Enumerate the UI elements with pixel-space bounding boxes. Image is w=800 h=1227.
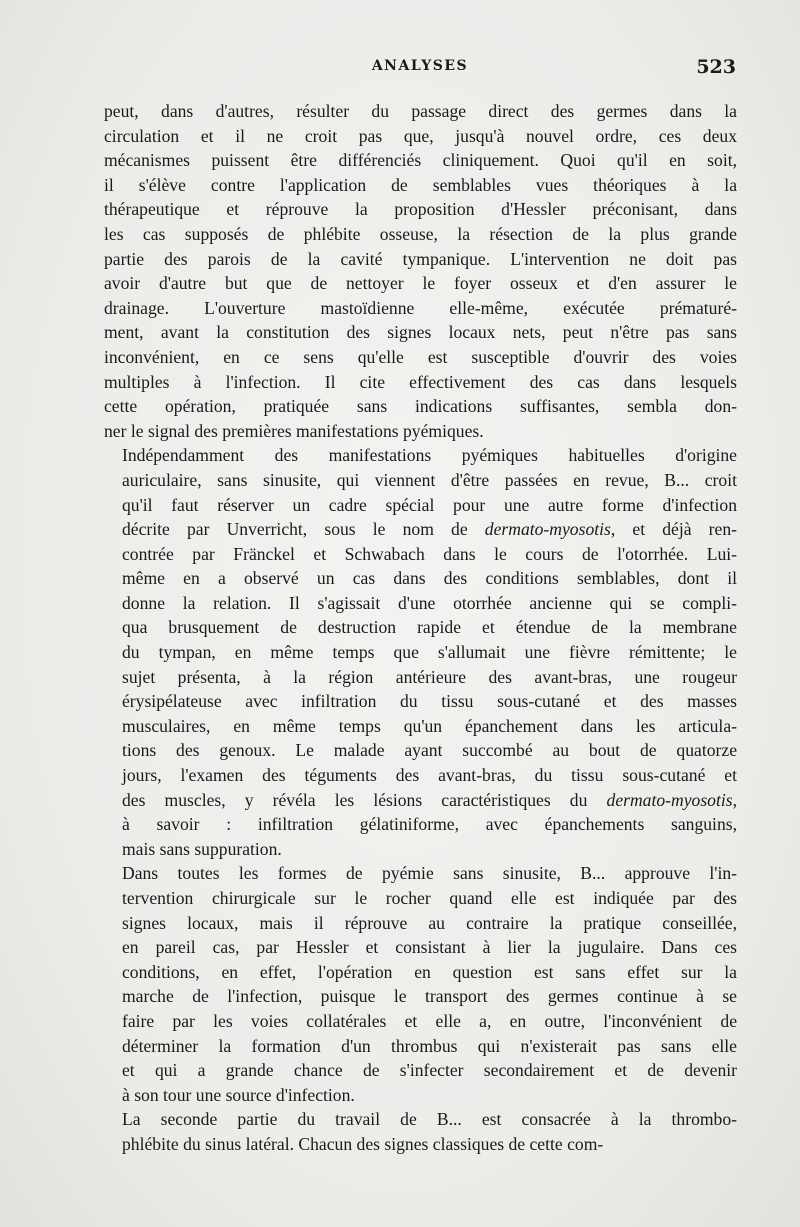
text-line: même en a observé un cas dans des conditions semblables, dont il <box>122 568 737 589</box>
italic-term: dermato-myosotis <box>484 519 611 540</box>
text-line: et qui a grande chance de s'infecter secondairement et de devenir <box>122 1060 737 1081</box>
text-line: déterminer la formation d'un thrombus qui n'existerait pas sans elle <box>122 1035 737 1056</box>
text-line: avoir d'autre but que de nettoyer le foyer osseux et d'en assurer le <box>104 273 737 294</box>
text-line: ner le signal des premières manifestations pyémiques. <box>104 420 484 441</box>
text-line: ment, avant la constitution des signes locaux nets, peut n'être pas sans <box>104 322 737 343</box>
text-line: drainage. L'ouverture mastoïdienne elle-même, exécutée prématuré- <box>104 297 737 318</box>
text-line: phlébite du sinus latéral. Chacun des signes classiques de cette com- <box>122 1133 604 1154</box>
text-line: faire par les voies collatérales et elle a, en outre, l'inconvénient de <box>122 1010 737 1031</box>
text-line: partie des parois de la cavité tympanique. L'intervention ne doit pas <box>104 248 737 269</box>
text-line: conditions, en effet, l'opération en question est sans effet sur la <box>122 961 737 982</box>
text-line: auriculaire, sans sinusite, qui viennent d'être passées en revue, B... croit <box>122 469 737 490</box>
text-line: qu'il faut réserver un cadre spécial pour une autre forme d'infection <box>122 494 737 515</box>
text-line: inconvénient, en ce sens qu'elle est susceptible d'ouvrir des voies <box>104 346 737 367</box>
text-line: à son tour une source d'infection. <box>122 1084 355 1105</box>
text-line: jours, l'examen des téguments des avant-bras, du tissu sous-cutané et <box>122 765 737 786</box>
text-line: La seconde partie du travail de B... est consacrée à la thrombo- <box>122 1109 737 1130</box>
text-line: érysipélateuse avec infiltration du tissu sous-cutané et des masses <box>122 691 737 712</box>
text-line: tervention chirurgicale sur le rocher quand elle est indiquée par des <box>122 888 737 908</box>
text-line: donne la relation. Il s'agissait d'une otorrhée ancienne qui se compli- <box>122 592 737 613</box>
running-title: ANALYSES <box>371 58 469 74</box>
text-line: mécanismes puissent être différenciés cliniquement. Quoi qu'il en soit, <box>104 150 737 171</box>
paragraph <box>104 99 737 443</box>
text-line: musculaires, en même temps qu'un épanchement dans les articula- <box>122 715 737 736</box>
paragraph <box>104 443 737 861</box>
page-body <box>104 99 737 1157</box>
paragraph <box>104 1107 737 1156</box>
text-line: à savoir : infiltration gélatiniforme, avec épanchements sanguins, <box>122 814 737 835</box>
text-line: Indépendamment des manifestations pyémiques habituelles d'origine <box>122 445 737 466</box>
paragraph <box>104 861 737 1107</box>
text-line: peut, dans d'autres, résulter du passage direct des germes dans la <box>104 101 737 121</box>
text-line: Dans toutes les formes de pyémie sans sinusite, B... approuve l'in- <box>122 863 737 884</box>
text-line: circulation et il ne croit pas que, jusqu'à nouvel ordre, ces deux <box>104 125 737 146</box>
italic-term: dermato-myosotis <box>606 789 733 810</box>
text-line: qua brusquement de destruction rapide et étendue de la membrane <box>122 617 737 638</box>
text-line: marche de l'infection, puisque le transport des germes continue à se <box>122 986 737 1007</box>
text-line: mais sans suppuration. <box>122 838 282 859</box>
text-line: tions des genoux. Le malade ayant succombé au bout de quatorze <box>122 740 737 761</box>
text-line: cette opération, pratiquée sans indications suffisantes, sembla don- <box>104 396 737 417</box>
text-line: thérapeutique et réprouve la proposition d'Hessler préconisant, dans <box>104 199 737 220</box>
text-line: des muscles, y révéla les lésions caractéristiques du dermato-myosotis, <box>122 789 737 810</box>
text-line: signes locaux, mais il réprouve au contraire la pratique conseillée, <box>122 912 737 933</box>
text-line: sujet présenta, à la région antérieure des avant-bras, une rougeur <box>122 666 737 687</box>
text-line: du tympan, en même temps que s'allumait une fièvre rémittente; le <box>122 642 737 663</box>
text-line: les cas supposés de phlébite osseuse, la résection de la plus grande <box>104 223 737 244</box>
text-line: multiples à l'infection. Il cite effectivement des cas dans lesquels <box>104 371 737 392</box>
text-line: il s'élève contre l'application de semblables vues théoriques à la <box>104 174 737 195</box>
page-number: 523 <box>696 56 736 78</box>
page-header <box>104 58 736 84</box>
text-line: contrée par Fränckel et Schwabach dans le cours de l'otorrhée. Lui- <box>122 543 737 564</box>
text-line: décrite par Unverricht, sous le nom de dermato-myosotis, et déjà ren- <box>122 519 737 540</box>
text-line: en pareil cas, par Hessler et consistant à lier la jugulaire. Dans ces <box>122 937 737 958</box>
